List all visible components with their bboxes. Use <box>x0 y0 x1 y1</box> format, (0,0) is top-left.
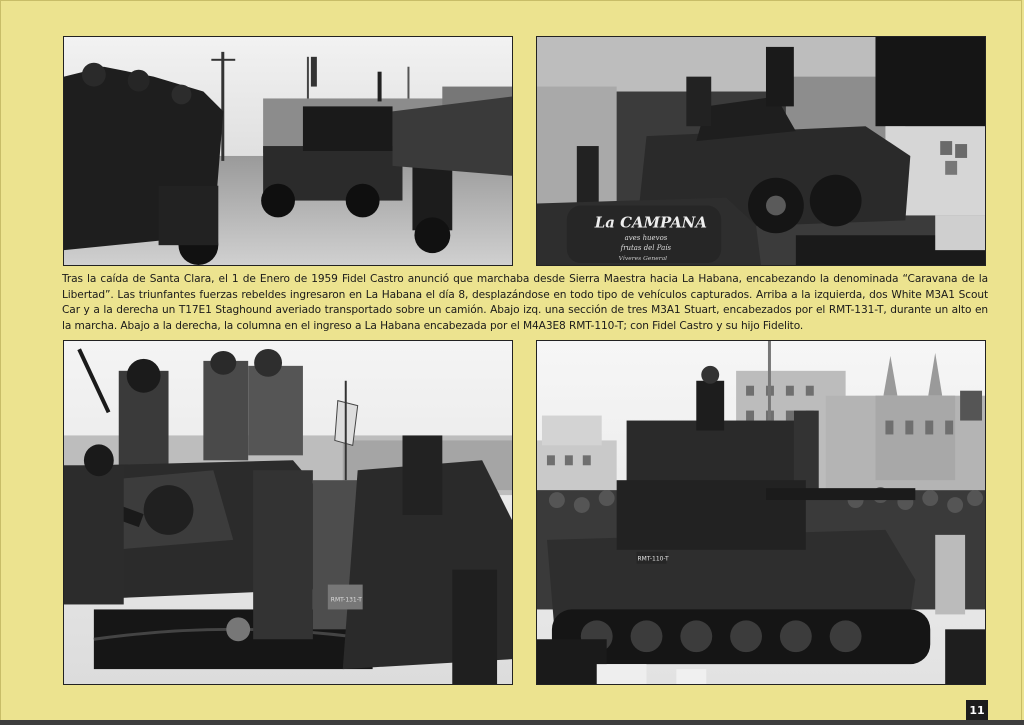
photo-sherman-havana <box>536 340 986 685</box>
photo-sherman-havana-image <box>537 341 985 684</box>
photo-staghound-truck <box>536 36 986 266</box>
bottom-strip <box>0 720 1024 725</box>
sign-text-line3: frutas del País <box>620 244 672 253</box>
sign-text-line2: aves huevos <box>624 234 668 243</box>
photo-caption: Tras la caída de Santa Clara, el 1 de Enero de 1959 Fidel Castro anunció que marchaba desde Sierra Maestra hacia La Habana, encabezando la denominada “Caravana de la Libertad”. Las triunfantes fuerzas rebeldes ingresaron en La Habana el día 8, desplazándose en todo tipo de vehículos capturados. Arriba a la izquierda, dos White M3A1 Scout Car y a la derecha un T17E1 Staghound averiado transportado sobre un camión. Abajo izq. una sección de tres M3A1 Stuart, encabezados por el RMT-131-T, durante un alto en la marcha. Abajo a la derecha, la columna en el ingreso a La Habana encabezada por el M4A3E8 RMT-110-T; con Fidel Castro y su hijo Fidelito. <box>62 273 988 332</box>
photo-stuart-tanks <box>63 340 513 685</box>
sign-text-line4: Víveres General <box>618 255 668 263</box>
tank-marking-rmt131: RMT-131-T <box>330 596 362 604</box>
photo-scout-cars <box>63 36 513 266</box>
tank-marking-rmt110: RMT-110-T <box>637 555 669 563</box>
photo-staghound-truck-image <box>537 37 985 265</box>
photo-stuart-tanks-image <box>64 341 512 684</box>
page-number: 11 <box>966 700 988 720</box>
sign-text-line1: La CAMPANA <box>594 213 708 232</box>
photo-scout-cars-image <box>64 37 512 265</box>
